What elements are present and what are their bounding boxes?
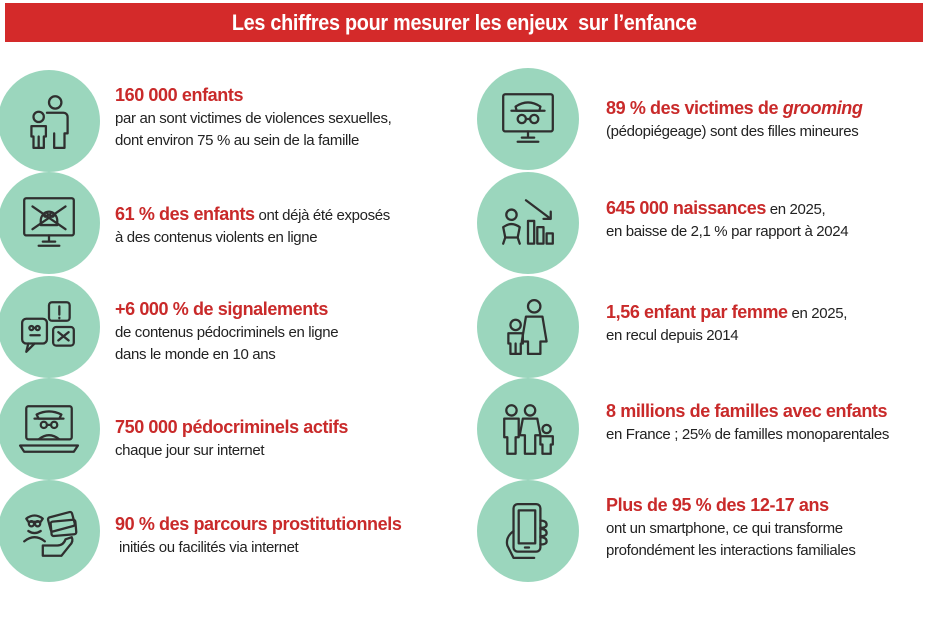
smartphone-hand-icon [477, 480, 579, 582]
stat-pedocriminels-actifs: 750 000 pédocriminels actifs chaque jour sur internet [115, 417, 348, 459]
adult-child-icon [0, 70, 100, 172]
spy-monitor-icon [477, 68, 579, 170]
stat-fecondite: 1,56 enfant par femme en 2025, en recul depuis 2014 [606, 302, 848, 344]
page-title: Les chiffres pour mesurer les enjeux sur l’enfance [231, 9, 697, 35]
stat-naissances: 645 000 naissances en 2025, en baisse de 2,1 % par rapport à 2024 [606, 198, 849, 240]
header-bar [5, 3, 923, 42]
baby-decline-chart-icon [477, 172, 579, 274]
stat-smartphone: Plus de 95 % des 12-17 ans ont un smartphone, ce qui transforme profondément les interactions familiales [606, 495, 856, 559]
report-bubbles-icon [0, 276, 100, 378]
family-icon [477, 378, 579, 480]
stat-prostitution: 90 % des parcours prostitutionnels initiés ou facilités via internet [115, 514, 402, 556]
stat-signalements: +6 000 % de signalements de contenus pédocriminels en ligne dans le monde en 10 ans [115, 299, 339, 363]
stat-familles: 8 millions de familles avec enfants en France ; 25% de familles monoparentales [606, 401, 889, 443]
money-hand-icon [0, 480, 100, 582]
mother-child-icon [477, 276, 579, 378]
skull-monitor-icon [0, 172, 100, 274]
stat-contenus-violents: 61 % des enfants ont déjà été exposés à des contenus violents en ligne [115, 204, 390, 246]
stat-grooming: 89 % des victimes de grooming (pédopiégeage) sont des filles mineures [606, 98, 863, 140]
hooded-laptop-icon [0, 378, 100, 480]
stat-violences-sexuelles: 160 000 enfants par an sont victimes de violences sexuelles, dont environ 75 % au sein de la famille [115, 85, 392, 149]
